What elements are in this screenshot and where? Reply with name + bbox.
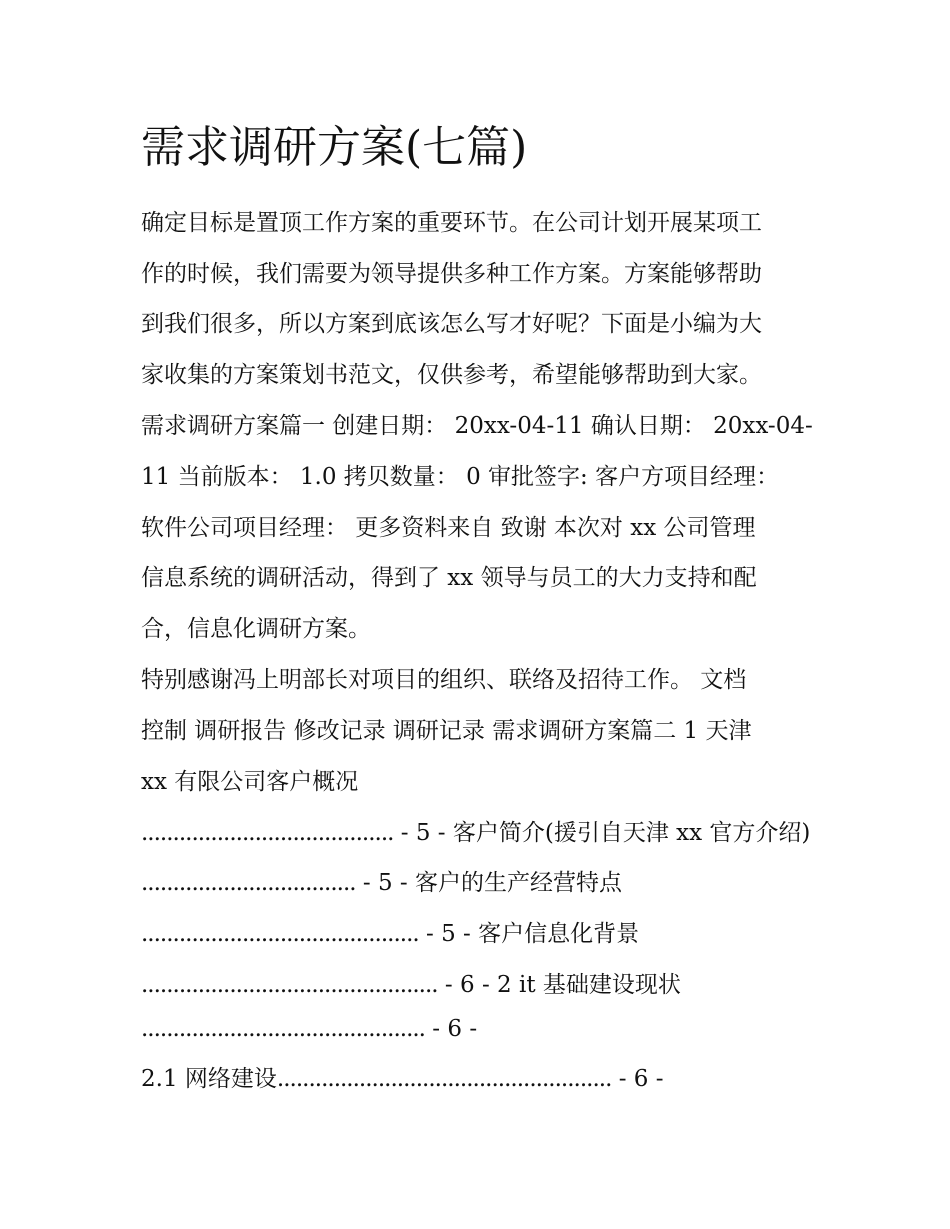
toc-entry bbox=[141, 969, 681, 1001]
body-line: 信息系统的调研活动，得到了 xx 领导与员工的大力支持和配 bbox=[141, 565, 757, 591]
toc-leader-dots: ............................................ bbox=[141, 921, 419, 947]
body-line: 11 当前版本： 1.0 拷贝数量： 0 审批签字: 客户方项目经理： bbox=[141, 464, 780, 490]
toc-entry bbox=[141, 1013, 477, 1045]
body-line: 作的时候，我们需要为领导提供多种工作方案。方案能够帮助 bbox=[141, 261, 762, 287]
toc-leader-dots: ............................................... bbox=[141, 972, 438, 998]
body-line: 合，信息化调研方案。 bbox=[141, 616, 371, 642]
toc-entry bbox=[141, 867, 622, 899]
body-line: 确定目标是置顶工作方案的重要环节。在公司计划开展某项工 bbox=[141, 210, 762, 236]
toc-entry bbox=[141, 918, 639, 950]
body-line: 特别感谢冯上明部长对项目的组织、联络及招待工作。 文档 bbox=[141, 667, 747, 693]
toc-entry-text: - 5 - 客户信息化背景 bbox=[418, 921, 640, 947]
toc-entry-text: - 5 - 客户简介(援引自天津 xx 官方介绍) bbox=[393, 820, 811, 846]
toc-entry-text: - 5 - 客户的生产经营特点 bbox=[355, 870, 622, 896]
toc-entry bbox=[141, 817, 810, 849]
toc-entry-text: - 6 - bbox=[611, 1066, 664, 1092]
body-line: xx 有限公司客户概况 bbox=[141, 769, 359, 795]
body-line: 家收集的方案策划书范文，仅供参考，希望能够帮助到大家。 bbox=[141, 362, 762, 388]
toc-entry-text: - 6 - bbox=[425, 1016, 478, 1042]
toc-leader-dots: ............................................. bbox=[141, 1016, 425, 1042]
toc-entry-text: - 6 - 2 it 基础建设现状 bbox=[437, 972, 681, 998]
document-title: 需求调研方案(七篇) bbox=[141, 122, 528, 173]
toc-leader-dots: ........................................ bbox=[141, 820, 394, 846]
body-line: 到我们很多，所以方案到底该怎么写才好呢？下面是小编为大 bbox=[141, 311, 762, 337]
body-line: 需求调研方案篇一 创建日期： 20xx-04-11 确认日期： 20xx-04- bbox=[141, 413, 813, 439]
toc-entry-prefix: 2.1 网络建设 bbox=[141, 1066, 277, 1092]
toc-entry bbox=[141, 1063, 664, 1095]
body-line: 控制 调研报告 修改记录 调研记录 需求调研方案篇二 1 天津 bbox=[141, 718, 752, 744]
body-line: 软件公司项目经理： 更多资料来自 致谢 本次对 xx 公司管理 bbox=[141, 515, 756, 541]
toc-leader-dots: .................................. bbox=[141, 870, 356, 896]
toc-leader-dots: ..................................................... bbox=[276, 1066, 612, 1092]
